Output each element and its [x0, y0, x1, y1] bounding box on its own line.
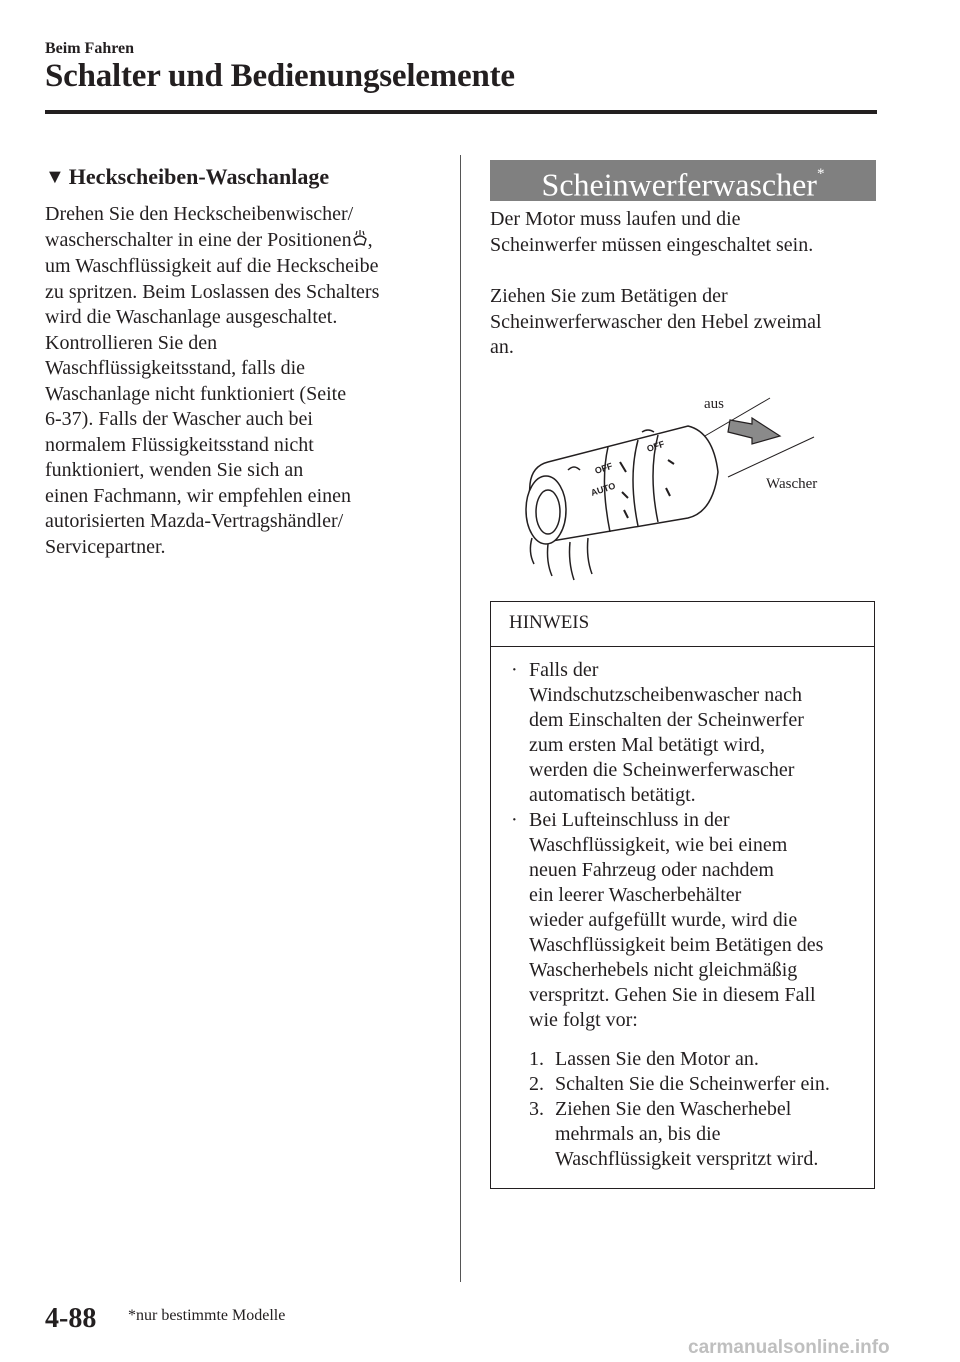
- column-divider: [460, 155, 461, 1282]
- step-list: [491, 1047, 874, 1172]
- body-line: normalem Flüssigkeitsstand nicht: [45, 433, 314, 456]
- section-banner: Scheinwerferwascher*: [490, 160, 876, 201]
- lever-illustration: [508, 392, 848, 582]
- instruction-paragraph: Ziehen Sie zum Betätigen der Scheinwerferwascher den Hebel zweimal an.: [490, 285, 822, 358]
- intro-paragraph: Der Motor muss laufen und die Scheinwerfer müssen eingeschaltet sein.: [490, 208, 814, 256]
- body-line: Waschflüssigkeitsstand, falls die: [45, 357, 306, 379]
- body-line: Kontrollieren Sie den: [45, 331, 218, 354]
- body-line: Servicepartner.: [45, 535, 166, 558]
- step-item: 3. Ziehen Sie den Wascherhebel mehrmals an, bis die Waschflüssigkeit verspritzt wird.: [529, 1098, 819, 1170]
- section-heading: [45, 164, 440, 190]
- body-paragraph: [45, 202, 440, 560]
- page-number: 4-88: [45, 1303, 97, 1334]
- body-line: zu spritzen. Beim Loslassen des Schalters: [45, 280, 380, 303]
- pull-arrow-icon: [728, 418, 780, 444]
- section-kicker: Beim Fahren: [45, 40, 135, 57]
- left-column: [45, 164, 440, 560]
- body-line: wird die Waschanlage ausgeschaltet.: [45, 306, 338, 328]
- body-line: autorisierten Mazda-Vertragshändler/: [45, 510, 344, 532]
- chapter-title: Schalter und Bedienungselemente: [45, 58, 515, 94]
- note-divider: [491, 646, 874, 647]
- step-item: 2. Schalten Sie die Scheinwerfer ein.: [529, 1073, 830, 1095]
- body-line: 6-37). Falls der Wascher auch bei: [45, 408, 313, 430]
- note-box: [490, 601, 875, 1189]
- footnote: *nur bestimmte Modelle: [128, 1307, 286, 1324]
- note-title: HINWEIS: [509, 612, 590, 633]
- title-rule: [45, 110, 877, 114]
- label-off: aus: [704, 396, 724, 412]
- watermark: carmanualsonline.info: [688, 1337, 890, 1358]
- label-washer: Wascher: [766, 476, 818, 492]
- bullet-icon: ·: [511, 659, 518, 681]
- footnote-marker: *: [816, 166, 825, 182]
- knob-auto-label: AUTO: [589, 480, 617, 498]
- knob-off-label: OFF: [593, 460, 614, 476]
- body-line: einen Fachmann, wir empfehlen einen: [45, 484, 351, 507]
- bullet-icon: ·: [511, 809, 518, 831]
- note-bullet: · Falls der Windschutzscheibenwascher nach dem Einschalten der Scheinwerfer zum ersten Mal betätigt wird, werden die Scheinwerferwascher automatisch betätigt.: [511, 659, 804, 806]
- body-line-with-icon: wascherschalter in eine der Positionen ,: [45, 228, 440, 255]
- step-item: 1. Lassen Sie den Motor an.: [529, 1048, 759, 1070]
- section-heading-text: Heckscheiben-Waschanlage: [68, 164, 330, 189]
- washer-spray-icon: [352, 229, 368, 255]
- note-bullet: · Bei Lufteinschluss in der Waschflüssigkeit, wie bei einem neuen Fahrzeug oder nachdem ein leerer Wascherbehälter wieder aufgefüllt wurde, wird die Waschflüssigkeit beim Betätigen des Wascherhebels nicht gleichmäßig verspritzt. Gehen Sie in diesem Fall wie folgt vor:: [511, 809, 824, 1031]
- body-line: Waschanlage nicht funktioniert (Seite: [45, 382, 347, 405]
- body-line: Drehen Sie den Heckscheibenwischer/: [45, 203, 354, 225]
- note-body: [491, 658, 874, 1172]
- triangle-marker-icon: ▼: [45, 165, 65, 188]
- body-line: um Waschflüssigkeit auf die Heckscheibe: [45, 255, 379, 277]
- knob-off-label-2: OFF: [645, 438, 666, 454]
- body-line: funktioniert, wenden Sie sich an: [45, 459, 304, 481]
